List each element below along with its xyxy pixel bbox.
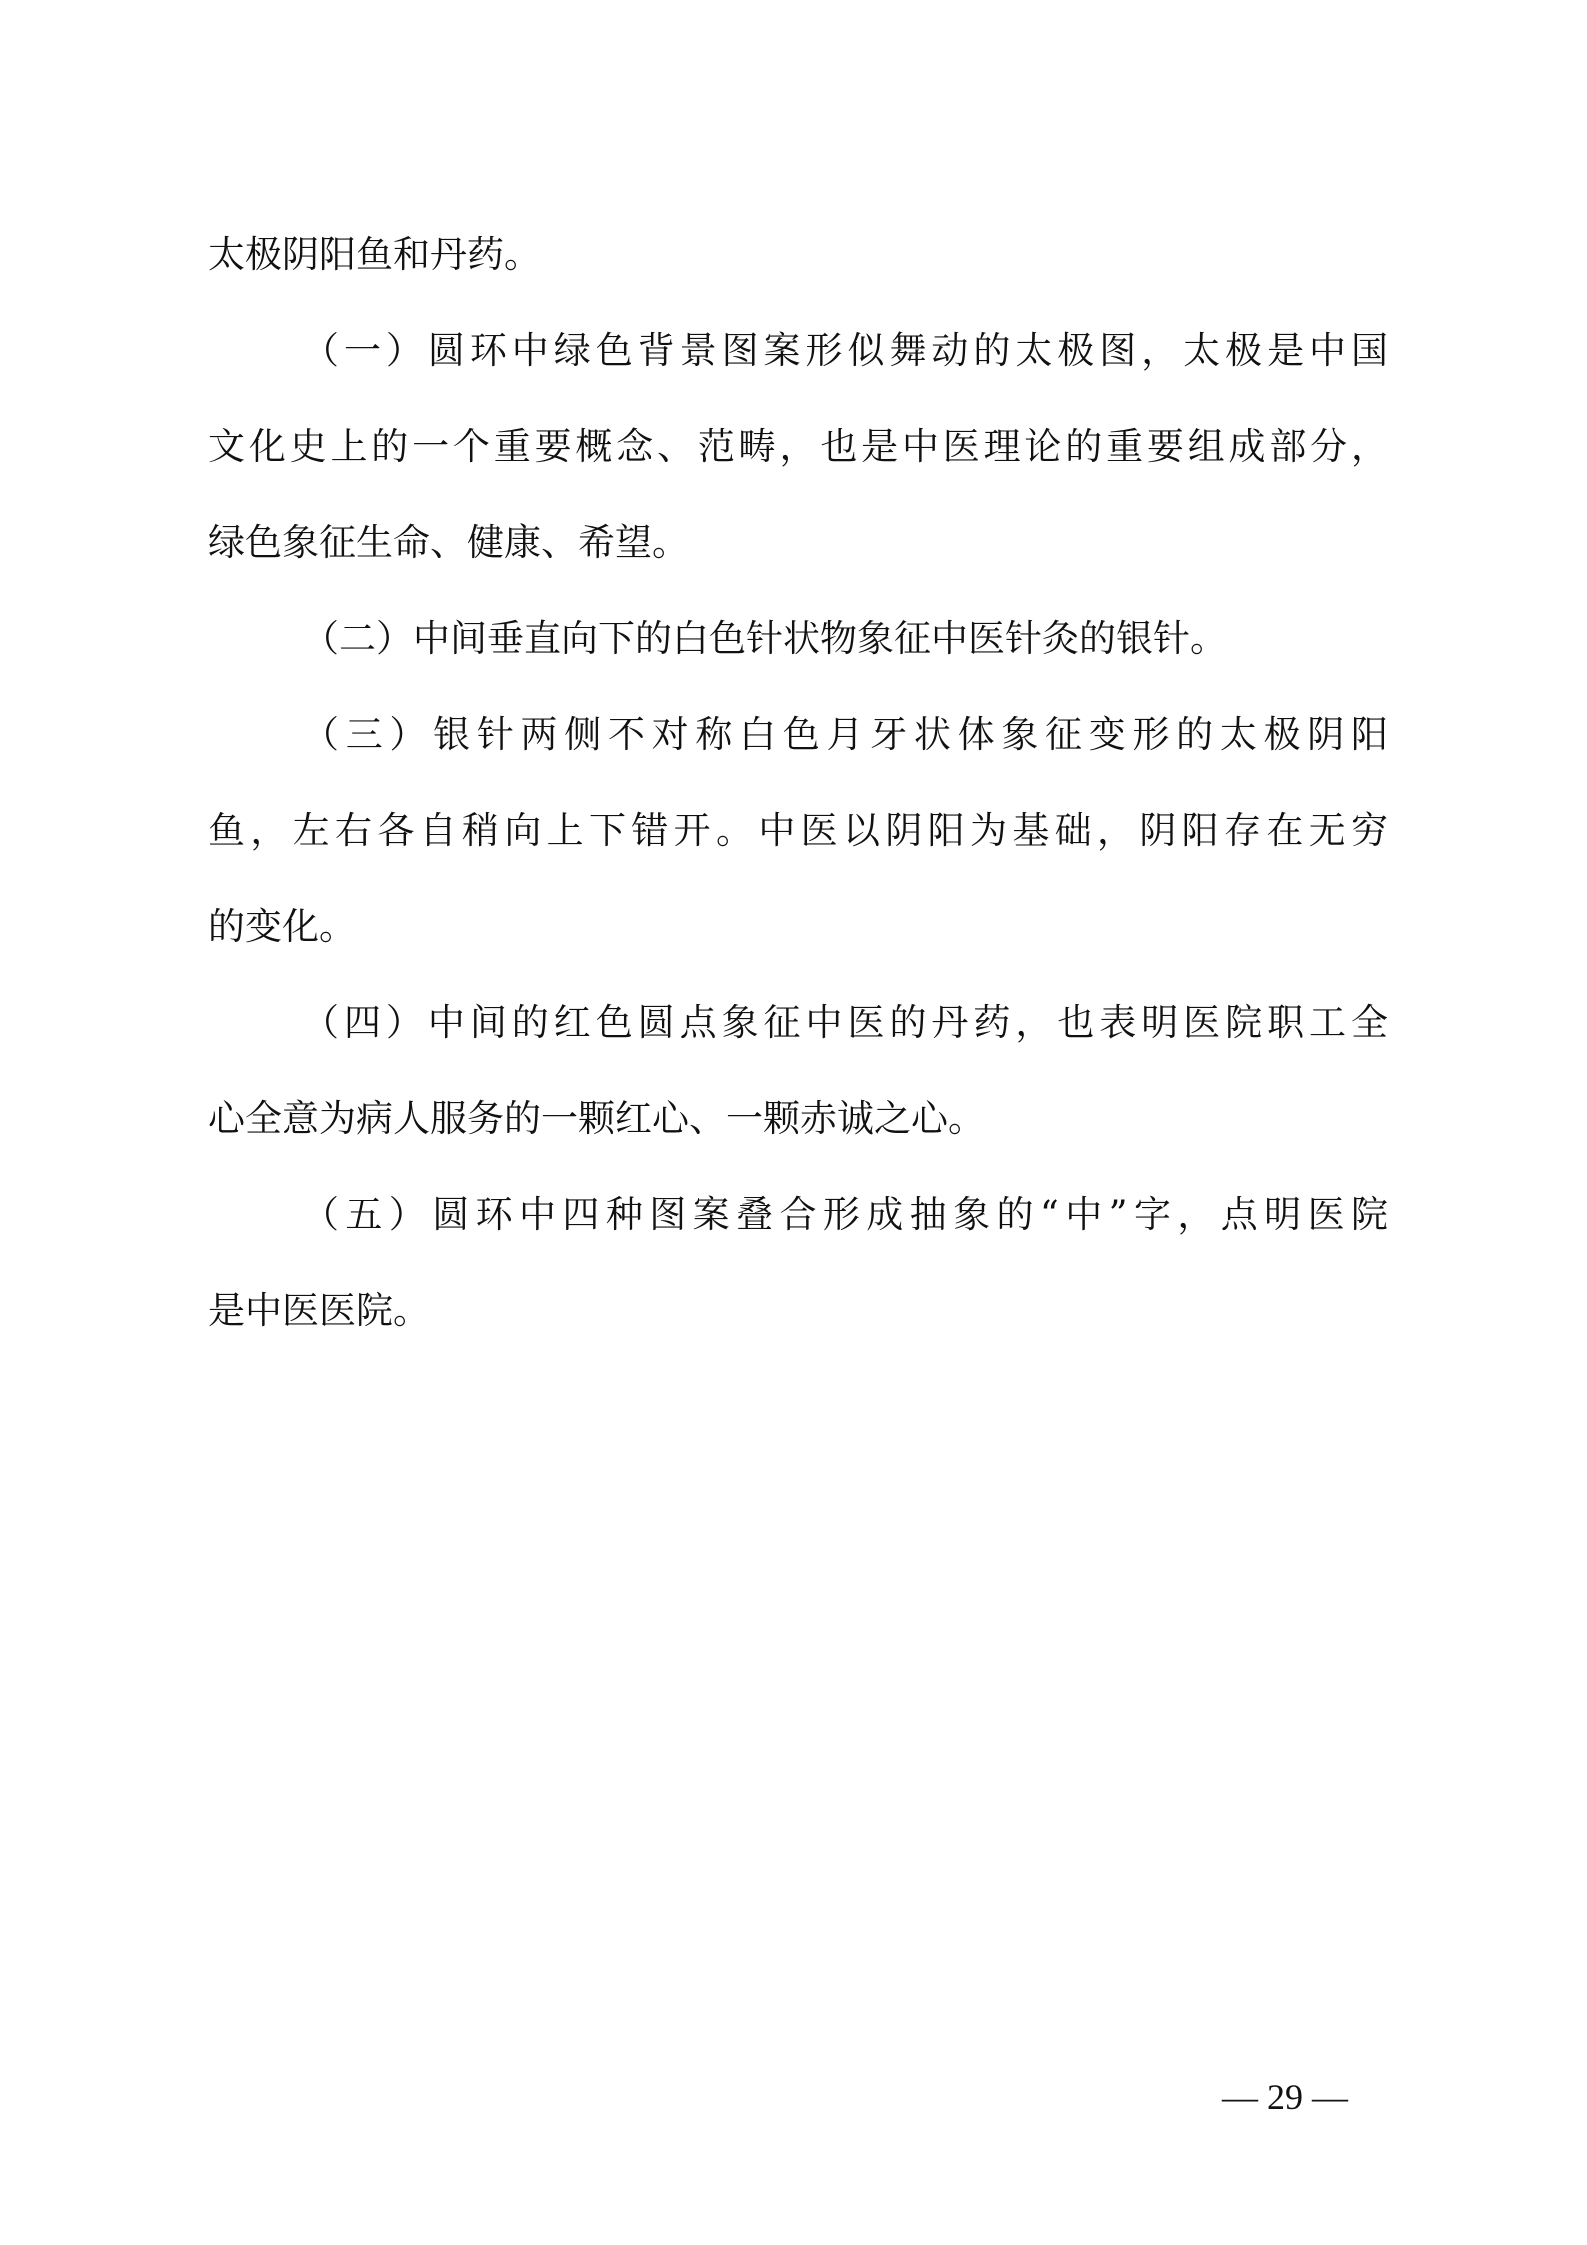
- page-number: — 29 —: [1222, 2077, 1348, 2117]
- paragraph-5-line-2: 是中医医院。: [208, 1289, 430, 1332]
- paragraph-1-line-1: （一）圆环中绿色背景图案形似舞动的太极图，太极是中国: [302, 329, 1388, 372]
- paragraph-3-line-3: 的变化。: [208, 905, 356, 948]
- paragraph-4-line-1: （四）中间的红色圆点象征中医的丹药，也表明医院职工全: [302, 1001, 1388, 1044]
- paragraph-3-line-1: （三）银针两侧不对称白色月牙状体象征变形的太极阴阳: [302, 713, 1388, 756]
- paragraph-2-line-1: （二）中间垂直向下的白色针状物象征中医针灸的银针。: [302, 617, 1227, 660]
- paragraph-3-line-2: 鱼，左右各自稍向上下错开。中医以阴阳为基础，阴阳存在无穷: [208, 809, 1388, 852]
- paragraph-5-line-1: （五）圆环中四种图案叠合形成抽象的“中”字，点明医院: [302, 1193, 1388, 1236]
- paragraph-1-line-3: 绿色象征生命、健康、希望。: [208, 521, 689, 564]
- paragraph-1-line-2: 文化史上的一个重要概念、范畴，也是中医理论的重要组成部分，: [208, 425, 1388, 468]
- paragraph-4-line-2: 心全意为病人服务的一颗红心、一颗赤诚之心。: [208, 1097, 985, 1140]
- text-line-1: 太极阴阳鱼和丹药。: [208, 233, 541, 276]
